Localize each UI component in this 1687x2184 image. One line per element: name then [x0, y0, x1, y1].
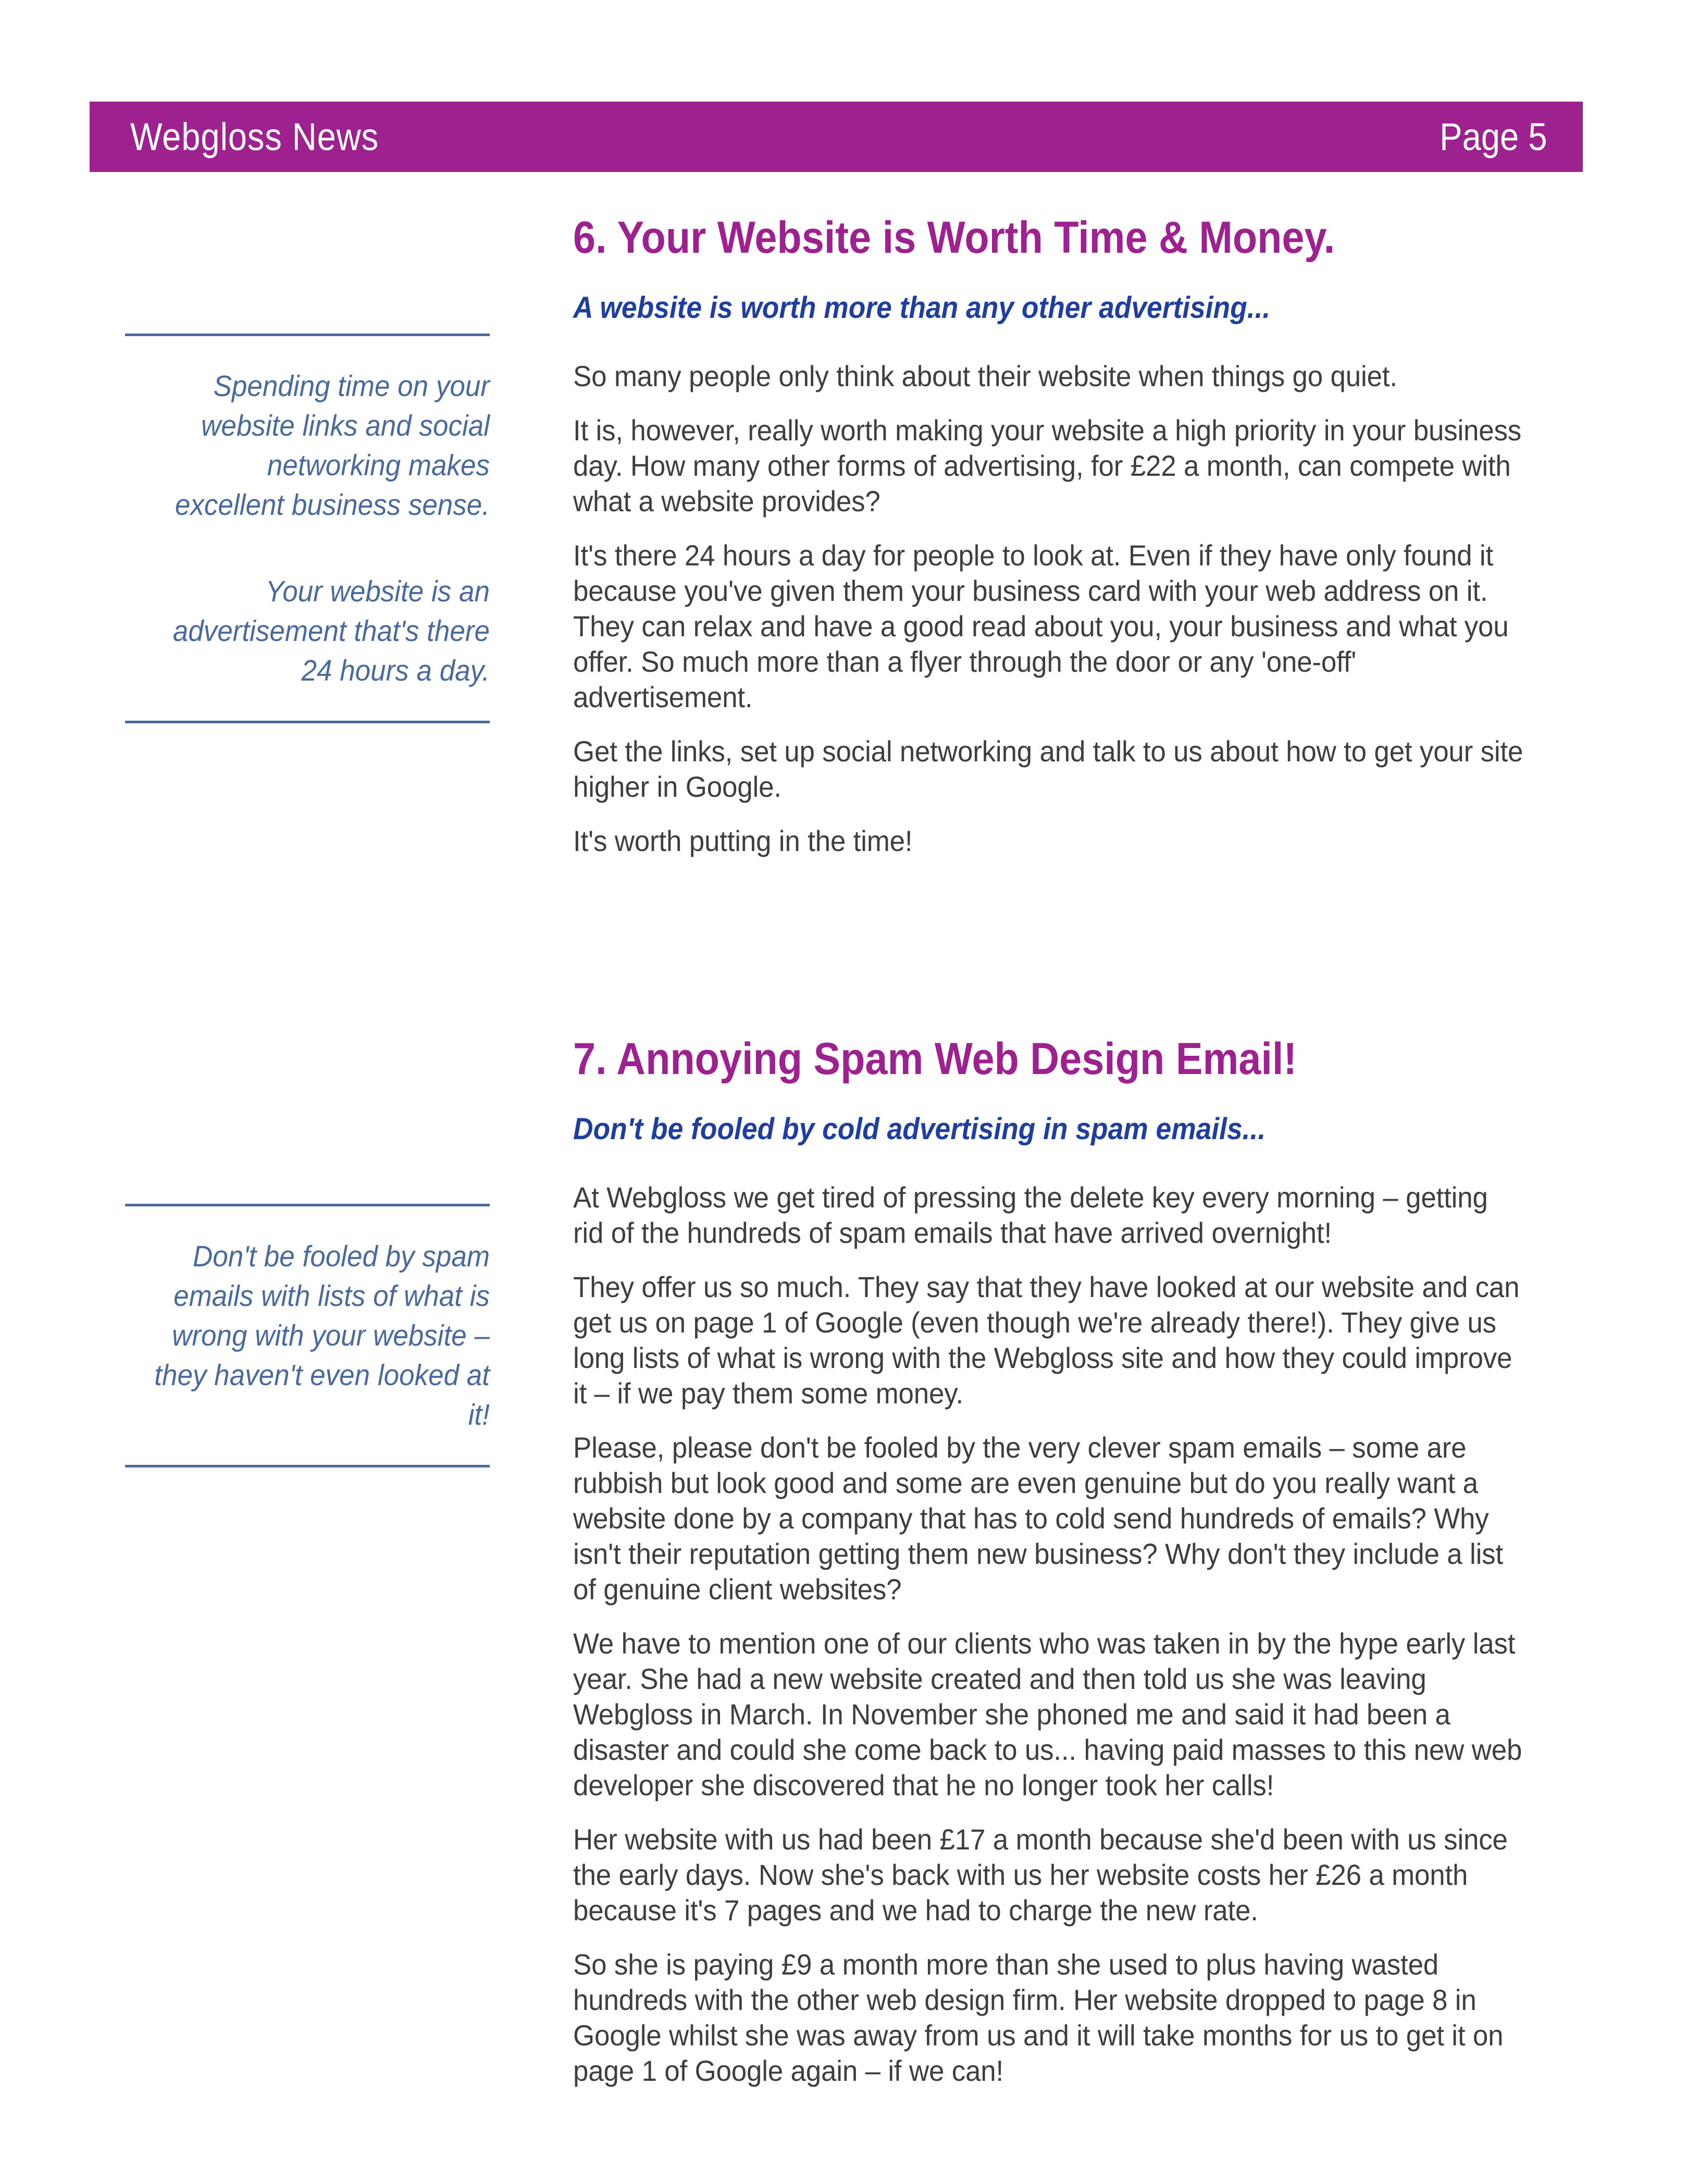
body-paragraph: Get the links, set up social networking and talk to us about how to get your site higher in Google.: [573, 735, 1523, 803]
pull-quote-text: Your website is an advertisement that's there 24 hours a day.: [172, 575, 490, 687]
pull-quote-text: Spending time on your website links and social networking makes excellent business sense.: [175, 369, 490, 522]
page-header-bar: [90, 102, 1583, 172]
page-number-label: Page 5: [1440, 115, 1547, 158]
body-paragraph: They offer us so much. They say that they have looked at our website and can get us on page 1 of Google (even though we're already there!). They give us long lists of what is wrong with the Webgloss site and how they could improve it – if we pay them some money.: [573, 1270, 1520, 1410]
body-paragraph: It's there 24 hours a day for people to look at. Even if they have only found it because you've given them your business card with your web address on it. They can relax and have a good read about you, your business and what you offer. So much more than a flyer through the door or any 'one-off' advertisement.: [573, 539, 1509, 713]
pull-quote-text: Don't be fooled by spam emails with lists of what is wrong with your website – they haven't even looked at it!: [154, 1240, 490, 1432]
section-subtitle: A website is worth more than any other advertising...: [573, 291, 1271, 325]
body-paragraph: At Webgloss we get tired of pressing the delete key every morning – getting rid of the hundreds of spam emails that have arrived overnight!: [573, 1181, 1488, 1249]
pull-quote-block: [125, 334, 490, 723]
quote-divider-bottom: [125, 1465, 490, 1467]
newsletter-title: Webgloss News: [130, 115, 379, 158]
article-section: [573, 878, 1579, 2089]
section-heading: 7. Annoying Spam Web Design Email!: [573, 1034, 1297, 1084]
quote-divider-top: [125, 334, 490, 336]
article-main-column: [573, 172, 1579, 2107]
body-paragraph: It is, however, really worth making your website a high priority in your business day. How many other forms of advertising, for £22 a month, can compete with what a website provides?: [573, 414, 1522, 517]
section-subtitle: Don't be fooled by cold advertising in spam emails...: [573, 1112, 1266, 1146]
body-paragraph: Her website with us had been £17 a month because she'd been with us since the early days. Now she's back with us her website costs her £26 a month because it's 7 pages and we had to charge the new rate.: [573, 1823, 1508, 1927]
body-paragraph: Please, please don't be fooled by the very clever spam emails – some are rubbish but look good and some are even genuine but do you really want a website done by a company that has to cold send hundreds of emails? Why isn't their reputation getting them new business? Why don't they include a list of genuine client websites?: [573, 1431, 1503, 1606]
body-paragraph: We have to mention one of our clients who was taken in by the hype early last year. She had a new website created and then told us she was leaving Webgloss in March. In November she phoned me and said it had been a disaster and could she come back to us... having paid masses to this new web developer she discovered that he no longer took her calls!: [573, 1627, 1522, 1802]
article-section: [573, 172, 1579, 859]
pull-quote-block: [125, 1204, 490, 1467]
quote-divider-bottom: [125, 721, 490, 723]
body-paragraph: It's worth putting in the time!: [573, 824, 913, 857]
body-paragraph: So many people only think about their website when things go quiet.: [573, 360, 1397, 392]
section-heading: 6. Your Website is Worth Time & Money.: [573, 213, 1335, 263]
body-paragraph: So she is paying £9 a month more than she used to plus having wasted hundreds with the other web design firm. Her website dropped to page 8 in Google whilst she was away from us and it will take months for us to get it on page 1 of Google again – if we can!: [573, 1948, 1504, 2087]
quote-divider-top: [125, 1204, 490, 1206]
